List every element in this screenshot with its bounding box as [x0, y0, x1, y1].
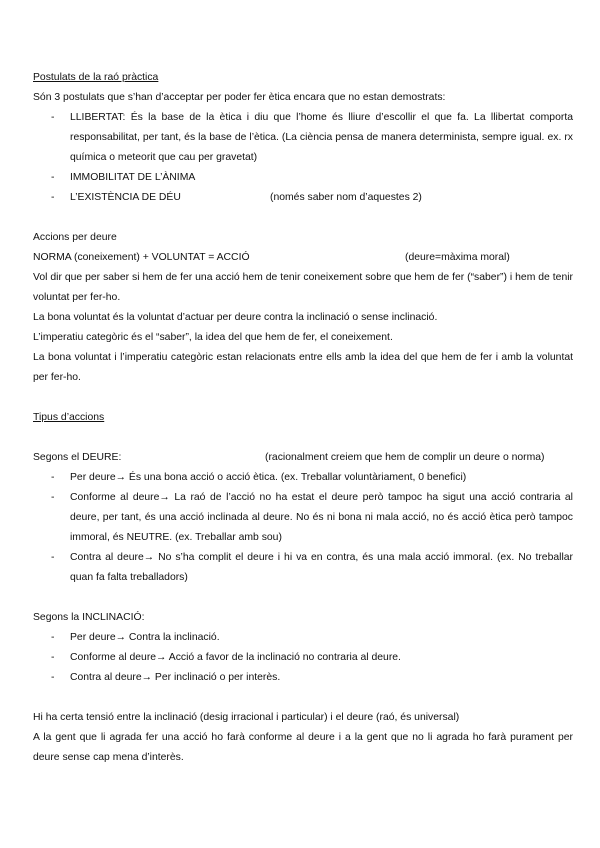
postulats-intro: Són 3 postulats que s’han d’acceptar per poder fer ètica encara que no estan demostrats:: [33, 92, 446, 103]
section-title-postulats: Postulats de la raó pràctica: [33, 72, 159, 83]
postulat-existencia: [70, 188, 573, 208]
section-title-tipus: Tipus d’accions: [33, 412, 105, 423]
postulat-existencia-label: L’EXISTÈNCIA DE DÉU: [70, 192, 181, 203]
segons-deure-note: (racionalment creiem que hem de complir un deure o norma): [265, 452, 545, 463]
postulat-llibertat: - LLIBERTAT: És la base de la ètica i diu que l’home és lliure d’escollir el que fa. La llibertat comporta responsabilitat, per tant, és la base de l’ètica. (La ciència pensa de manera determinista, sempre igual. ex. rx química o meteorit que cau per gravetat): [70, 108, 573, 168]
postulat-existencia-note: (només saber nom d’aquestes 2): [270, 192, 422, 203]
deure-item-conforme: - Conforme al deure→ La raó de l’acció no ha estat el deure però tampoc ha sigut una acció contraria al deure, per tant, és una acció inclinada al deure. No és ni bona ni mala acció, no és acció ètica però tampoc immoral, és NEUTRE. (ex. Treballar amb sou): [70, 488, 573, 548]
formula-note: (deure=màxima moral): [405, 252, 510, 263]
accions-paragraph-3: L’imperatiu categòric és el “saber”, la idea del que hem de fer, el coneixement.: [33, 332, 393, 343]
postulats-list: [33, 108, 573, 208]
deure-item-contra: - Contra al deure→ No s’ha complit el deure i hi va en contra, és una mala acció immoral. (ex. No treballar quan fa falta treballadors): [70, 548, 573, 588]
inclinacio-item-per-deure: - Per deure→ Contra la inclinació.: [70, 628, 573, 648]
section-title-accions: Accions per deure: [33, 232, 117, 243]
segons-deure-label: Segons el DEURE:: [33, 452, 122, 463]
accions-paragraph-4: La bona voluntat i l’imperatiu categòric estan relacionats entre ells amb la idea del que hem de fer i amb la voluntat per fer-ho.: [33, 352, 573, 383]
document-page: [33, 68, 573, 768]
deure-list: [33, 468, 573, 588]
inclinacio-item-contra: - Contra al deure→ Per inclinació o per interès.: [70, 668, 573, 688]
closing-paragraph-1: Hi ha certa tensió entre la inclinació (desig irracional i particular) i el deure (raó, és universal): [33, 712, 460, 723]
accions-paragraph-1: Vol dir que per saber si hem de fer una acció hem de tenir coneixement sobre que hem de fer (“saber”) i hem de tenir voluntat per fer-ho.: [33, 272, 573, 303]
inclinacio-list: [33, 628, 573, 688]
segons-inclinacio-label: Segons la INCLINACIÓ:: [33, 612, 145, 623]
postulat-immobilitat: - IMMOBILITAT DE L’ÀNIMA: [70, 168, 573, 188]
deure-item-per-deure: - Per deure→ És una bona acció o acció ètica. (ex. Treballar voluntàriament, 0 benefici): [70, 468, 573, 488]
segons-deure-line: [33, 448, 573, 468]
inclinacio-item-conforme: - Conforme al deure→ Acció a favor de la inclinació no contraria al deure.: [70, 648, 573, 668]
formula-line: [33, 248, 573, 268]
accions-paragraph-2: La bona voluntat és la voluntat d’actuar per deure contra la inclinació o sense inclinació.: [33, 312, 438, 323]
formula: NORMA (coneixement) + VOLUNTAT = ACCIÓ: [33, 252, 250, 263]
closing-paragraph-2: A la gent que li agrada fer una acció ho farà conforme al deure i a la gent que no li agrada ho farà purament per deure sense cap mena d’interès.: [33, 732, 573, 763]
